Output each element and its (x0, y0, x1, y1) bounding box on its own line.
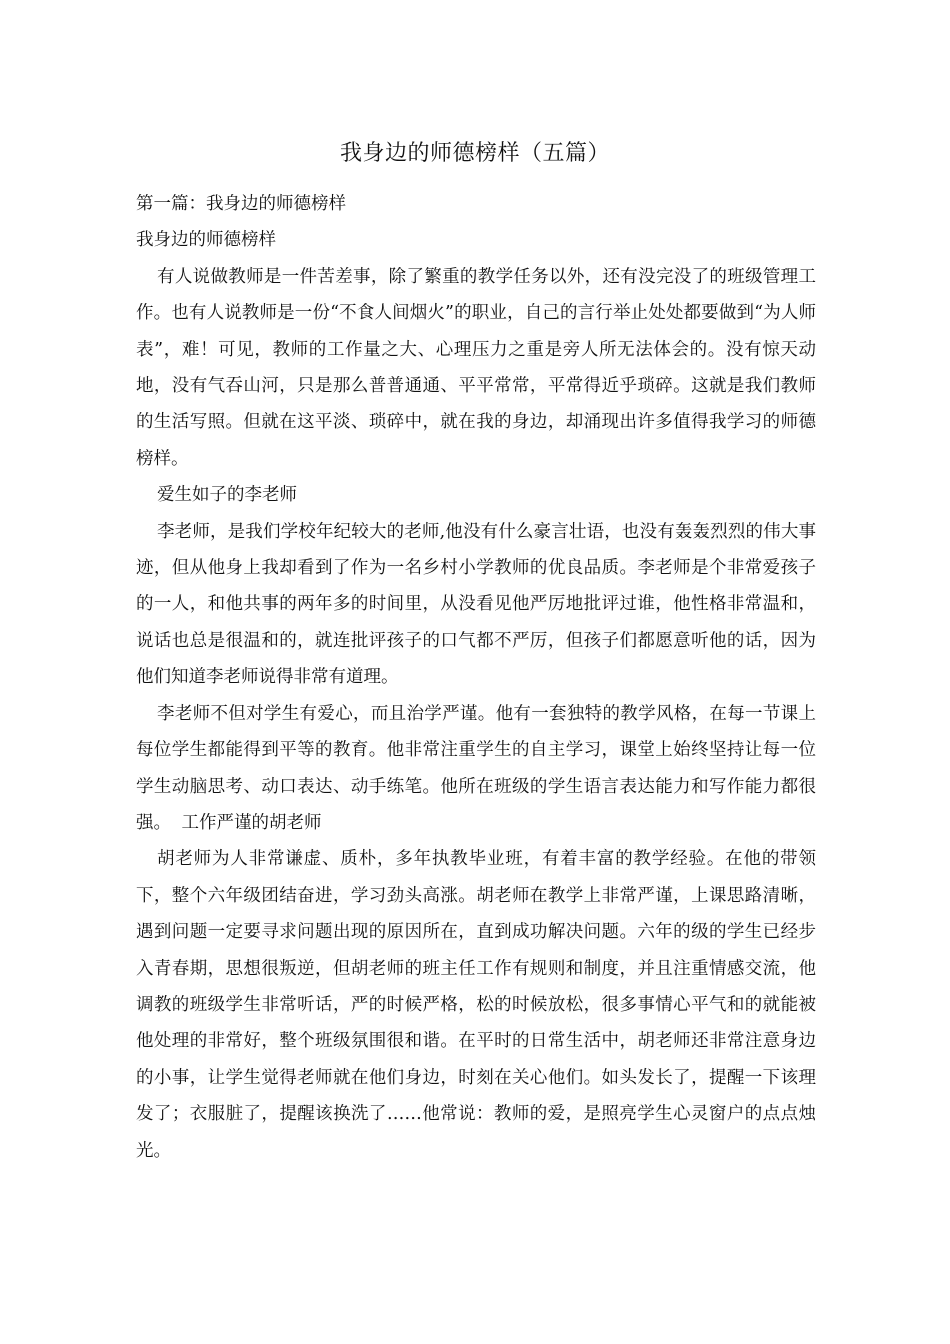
paragraph-li-2-text: 李老师不但对学生有爱心，而且治学严谨。他有一套独特的教学风格，在每一节课上每位学生都能得到平等的教育。他非常注重学生的自主学习，课堂上始终坚持让每一位学生动脑思考、动口表达、动手练笔。他所在班级的学生语言表达能力和写作能力都很强。 (136, 703, 816, 833)
paragraph-li-2 (136, 696, 816, 842)
subheading-teacher-hu: 工作严谨的胡老师 (181, 812, 322, 833)
document-title: 我身边的师德榜样（五篇） (339, 141, 610, 166)
article-subtitle: 我身边的师德榜样 (136, 230, 276, 251)
paragraph-li-1: 李老师，是我们学校年纪较大的老师,他没有什么豪言壮语，也没有轰轰烈烈的伟大事迹，但从他身上我却看到了作为一名乡村小学教师的优良品质。李老师是个非常爱孩子的一人，和他共事的两年多的时间里，从没看见他严厉地批评过谁，他性格非常温和，说话也总是很温和的，就连批评孩子的口气都不严厉，但孩子们都愿意听他的话，因为他们知道李老师说得非常有道理。 (136, 521, 816, 688)
paragraph-hu: 胡老师为人非常谦虚、质朴，多年执教毕业班，有着丰富的教学经验。在他的带领下，整个六年级团结奋进，学习劲头高涨。胡老师在教学上非常严谨，上课思路清晰，遇到问题一定要寻求问题出现的原因所在，直到成功解决问题。六年的级的学生已经步入青春期，思想很叛逆，但胡老师的班主任工作有规则和制度，并且注重情感交流，他调教的班级学生非常听话，严的时候严格，松的时候放松，很多事情心平气和的就能被他处理的非常好，整个班级氛围很和谐。在平时的日常生活中，胡老师还非常注意身边的小事，让学生觉得老师就在他们身边，时刻在关心他们。如头发长了，提醒一下该理发了；衣服脏了，提醒该换洗了……他常说：教师的爱，是照亮学生心灵窗户的点点烛光。 (136, 849, 816, 1161)
section-heading: 第一篇：我身边的师德榜样 (136, 194, 346, 214)
subheading-teacher-li: 爱生如子的李老师 (157, 485, 297, 506)
document-body (136, 186, 816, 1169)
paragraph-intro: 有人说做教师是一件苦差事，除了繁重的教学任务以外，还有没完没了的班级管理工作。也有人说教师是一份“不食人间烟火”的职业，自己的言行举止处处都要做到“为人师表”，难！可见，教师的工作量之大、心理压力之重是旁人所无法体会的。没有惊天动地，没有气吞山河，只是那么普普通通、平平常常，平常得近乎琐碎。这就是我们教师的生活写照。但就在这平淡、琐碎中，就在我的身边，却涌现出许多值得我学习的师德榜样。 (136, 266, 816, 469)
